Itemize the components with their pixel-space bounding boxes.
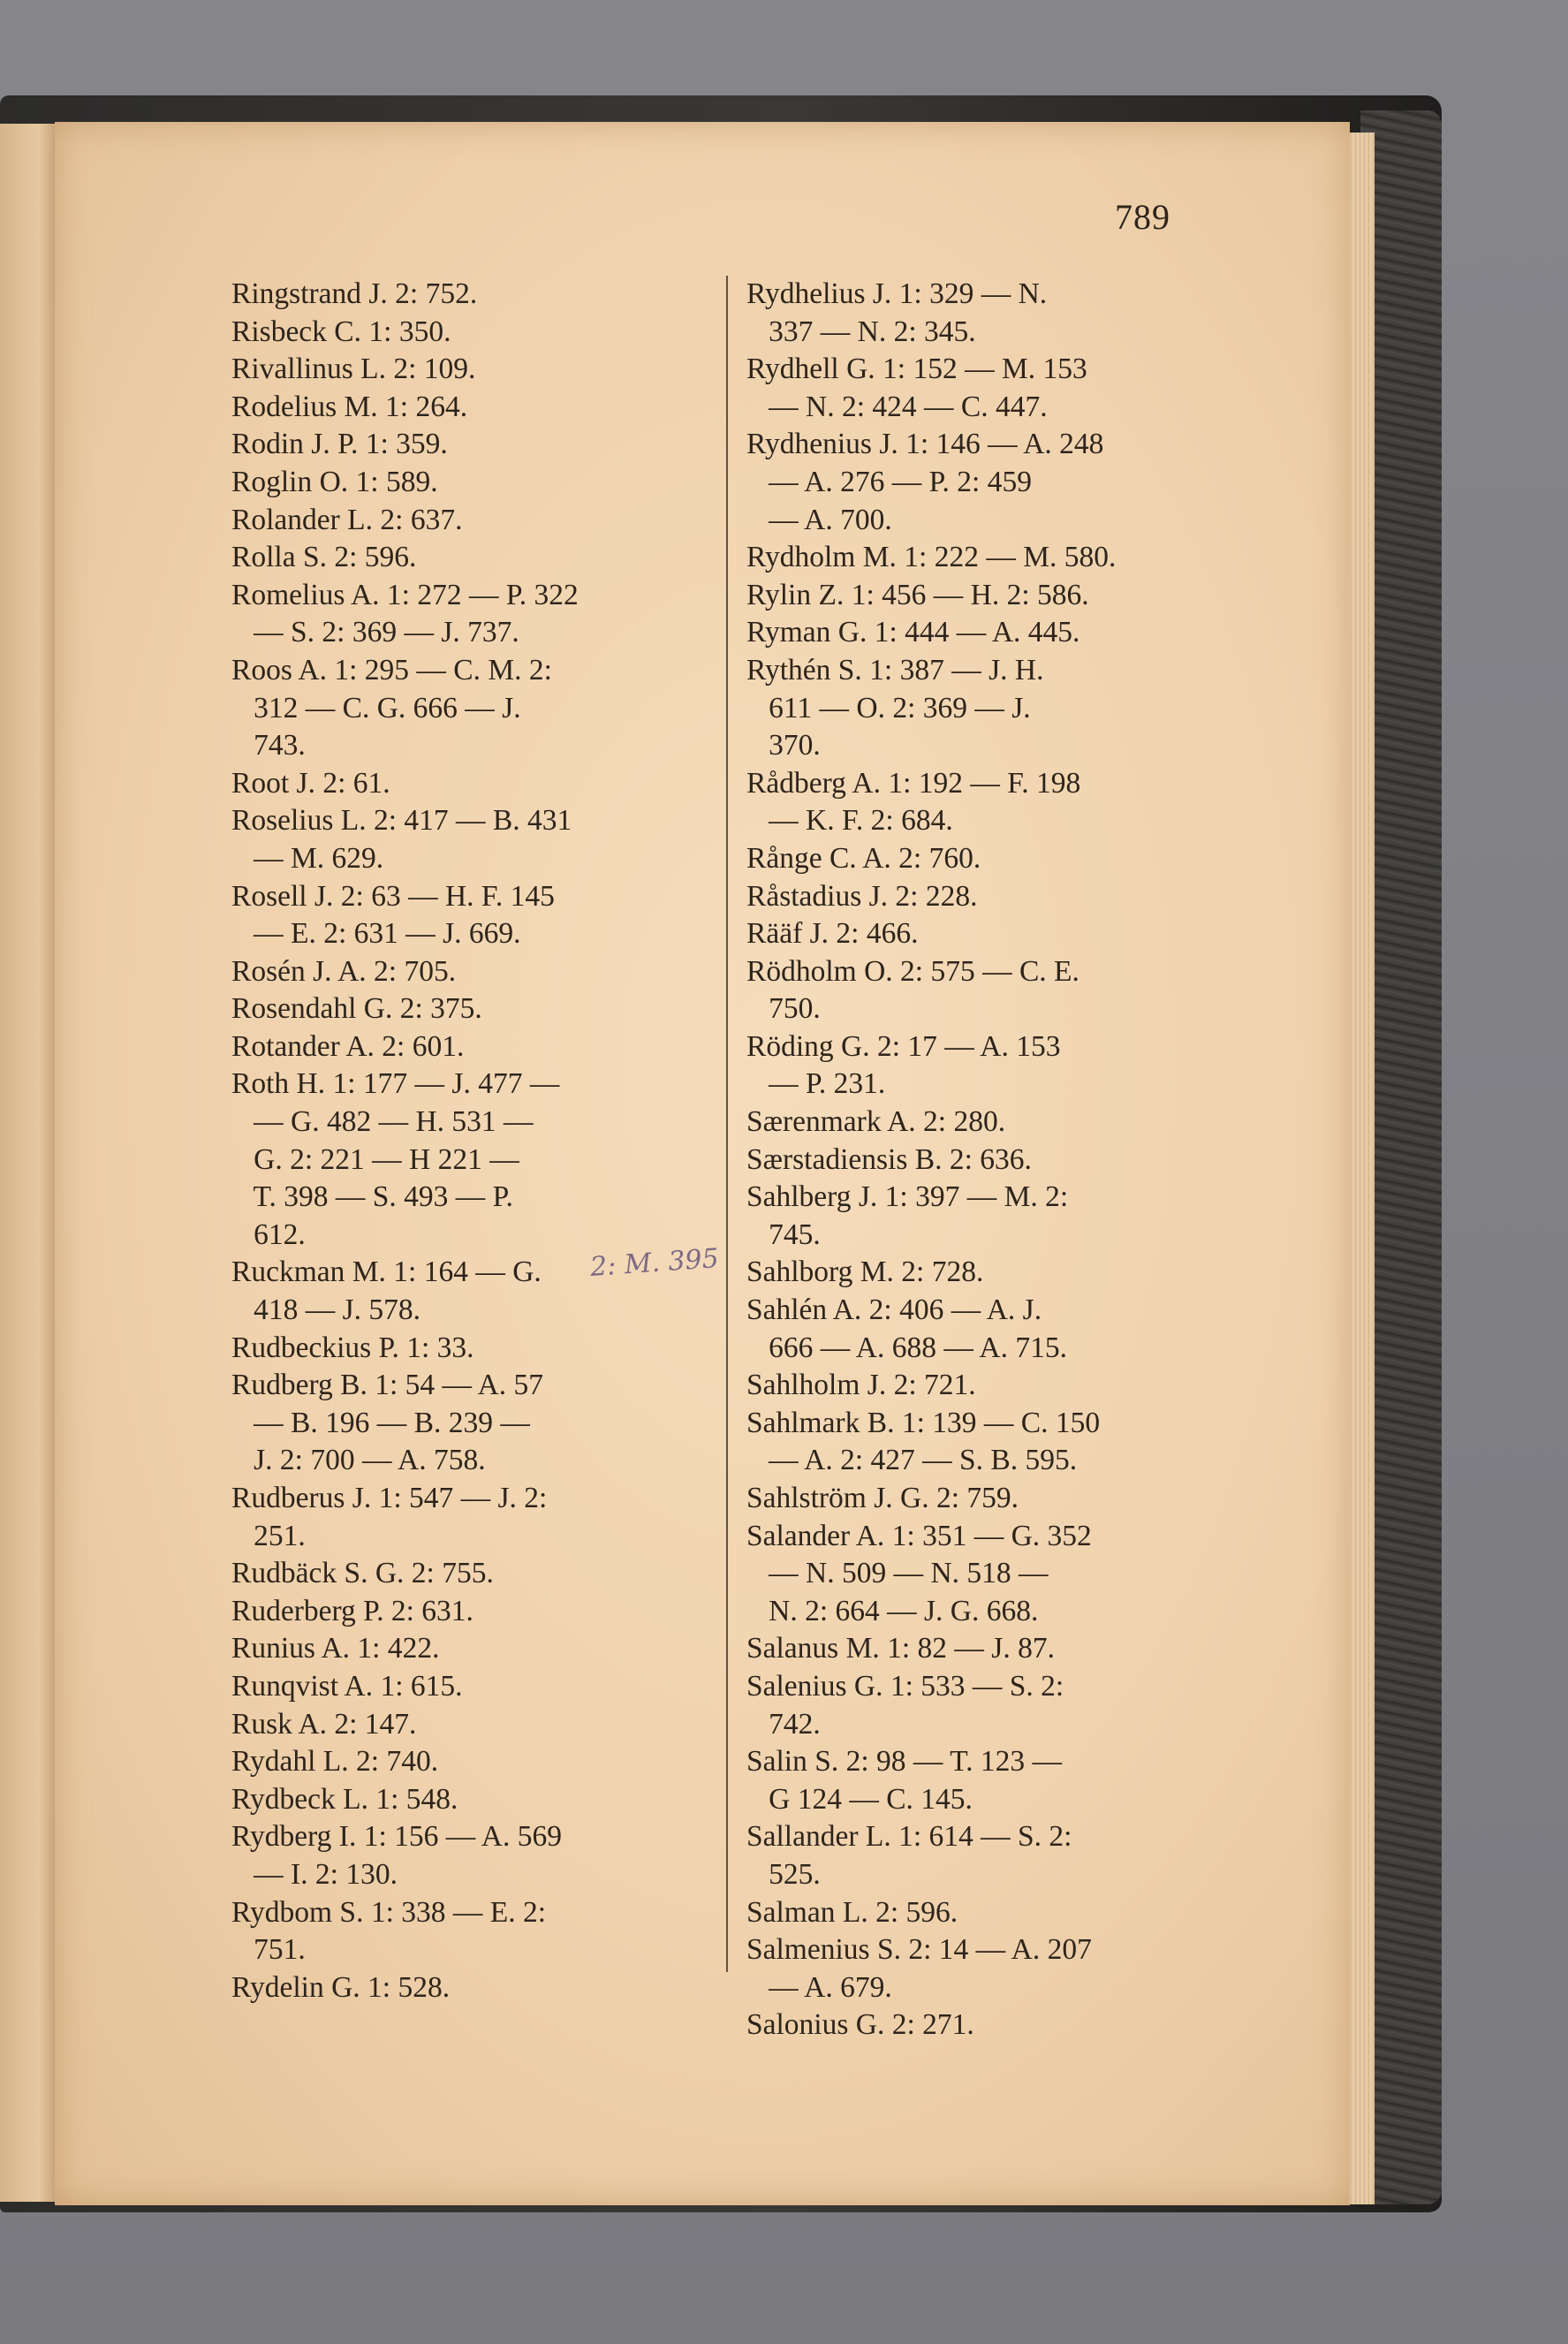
index-entry-line: 745. <box>746 1218 821 1251</box>
index-entry-line: Salanus M. 1: 82 — J. 87. <box>746 1632 1055 1665</box>
index-entry-line: Rääf J. 2: 466. <box>746 917 919 951</box>
index-entry-line: Risbeck C. 1: 350. <box>231 315 451 348</box>
index-entry-line: Salmenius S. 2: 14 — A. 207 <box>746 1933 1092 1967</box>
index-entry-line: Rolla S. 2: 596. <box>231 541 417 574</box>
index-entry-line: Sahlmark B. 1: 139 — C. 150 <box>746 1406 1101 1439</box>
index-entry-line: Salman L. 2: 596. <box>746 1895 958 1929</box>
index-entry-line: — A. 276 — P. 2: 459 <box>746 465 1032 498</box>
index-entry-line: — B. 196 — B. 239 — <box>231 1406 530 1439</box>
index-entry-line: Röding G. 2: 17 — A. 153 <box>746 1029 1061 1063</box>
index-entry-line: Root J. 2: 61. <box>231 766 390 800</box>
index-entry-line: Sahlholm J. 2: 721. <box>746 1369 976 1402</box>
index-entry-line: Rolander L. 2: 637. <box>231 503 463 536</box>
index-entry-line: G 124 — C. 145. <box>746 1782 973 1816</box>
index-entry-line: Rydbom S. 1: 338 — E. 2: <box>231 1895 547 1929</box>
index-entry-line: — A. 679. <box>746 1970 892 2004</box>
index-entry-line: Sahlborg M. 2: 728. <box>746 1255 984 1289</box>
index-entry-line: Rotander A. 2: 601. <box>231 1029 465 1063</box>
index-entry-line: Ringstrand J. 2: 752. <box>231 277 478 310</box>
index-entry-line: Rudberus J. 1: 547 — J. 2: <box>231 1482 548 1514</box>
index-entry-line: Sahlberg J. 1: 397 — M. 2: <box>746 1180 1069 1214</box>
index-entry-line: Salin S. 2: 98 — T. 123 — <box>746 1745 1063 1779</box>
index-entry-line: Rodin J. P. 1: 359. <box>231 428 448 461</box>
index-entry-line: — A. 2: 427 — S. B. 595. <box>746 1444 1078 1477</box>
index-entry-line: — M. 629. <box>231 841 384 875</box>
index-entry-line: Roselius L. 2: 417 — B. 431 <box>231 804 572 838</box>
index-entry-line: Rydhell G. 1: 152 — M. 153 <box>746 353 1087 386</box>
index-column-right <box>746 276 1250 2044</box>
index-entry-line: Råstadius J. 2: 228. <box>746 879 978 913</box>
index-entry-line: Rudberg B. 1: 54 — A. 57 <box>231 1369 544 1402</box>
index-entry-line: 370. <box>746 729 821 762</box>
index-entry-line: Runqvist A. 1: 615. <box>231 1669 463 1703</box>
index-entry-line: Sallander L. 1: 614 — S. 2: <box>746 1820 1072 1854</box>
index-entry-line: 666 — A. 688 — A. 715. <box>746 1331 1067 1364</box>
index-entry-line: 612. <box>231 1218 306 1251</box>
left-page-edge <box>0 124 57 2202</box>
index-entry-line: T. 398 — S. 493 — P. <box>231 1180 513 1214</box>
index-entry-line: — A. 700. <box>746 503 892 536</box>
index-entry-line: G. 2: 221 — H 221 — <box>231 1142 519 1176</box>
index-entry-line: Rydbeck L. 1: 548. <box>231 1782 458 1816</box>
index-entry-line: Rudbäck S. G. 2: 755. <box>231 1557 494 1590</box>
column-divider <box>726 276 728 1972</box>
index-entry-line: J. 2: 700 — A. 758. <box>231 1444 486 1477</box>
index-entry-line: Rodelius M. 1: 264. <box>231 390 468 423</box>
index-entry-line: Salander A. 1: 351 — G. 352 <box>746 1519 1092 1552</box>
index-entry-line: 525. <box>746 1857 821 1891</box>
index-entry-line: Salenius G. 1: 533 — S. 2: <box>746 1669 1064 1703</box>
index-entry-line: 743. <box>231 729 306 762</box>
index-entry-line: — G. 482 — H. 531 — <box>231 1105 534 1139</box>
page-number: 789 <box>1115 197 1170 237</box>
index-entry-line: — K. F. 2: 684. <box>746 804 953 838</box>
index-entry-line: Rydholm M. 1: 222 — M. 580. <box>746 541 1117 574</box>
index-entry-line: Rudbeckius P. 1: 33. <box>231 1331 474 1364</box>
index-entry-line: — S. 2: 369 — J. 737. <box>231 616 519 649</box>
index-entry-line: Rusk A. 2: 147. <box>231 1707 417 1741</box>
index-entry-line: Rydhenius J. 1: 146 — A. 248 <box>746 428 1104 461</box>
index-entry-line: Sahlén A. 2: 406 — A. J. <box>746 1293 1042 1327</box>
index-entry-line: Rosén J. A. 2: 705. <box>231 954 457 988</box>
index-entry-line: Rånge C. A. 2: 760. <box>746 841 981 875</box>
index-entry-line: Rivallinus L. 2: 109. <box>231 353 476 386</box>
index-entry-line: Salonius G. 2: 271. <box>746 2008 974 2042</box>
index-entry-line: Rosell J. 2: 63 — H. F. 145 <box>231 879 555 913</box>
index-entry-line: — N. 509 — N. 518 — <box>746 1557 1049 1590</box>
index-entry-line: 251. <box>231 1519 306 1552</box>
index-entry-line: — E. 2: 631 — J. 669. <box>231 917 521 951</box>
index-entry-line: Særstadiensis B. 2: 636. <box>746 1142 1032 1176</box>
index-entry-line: Rydelin G. 1: 528. <box>231 1970 451 2004</box>
index-entry-line: Rådberg A. 1: 192 — F. 198 <box>746 766 1081 800</box>
index-entry-line: — I. 2: 130. <box>231 1857 398 1891</box>
index-entry-line: Ruckman M. 1: 164 — G. <box>231 1255 542 1289</box>
index-entry-line: Roos A. 1: 295 — C. M. 2: <box>231 653 552 687</box>
index-entry-line: 611 — O. 2: 369 — J. <box>746 691 1031 724</box>
index-entry-line: Rosendahl G. 2: 375. <box>231 992 482 1026</box>
index-entry-line: Romelius A. 1: 272 — P. 322 <box>231 578 579 611</box>
index-entry-line: Runius A. 1: 422. <box>231 1632 440 1665</box>
index-entry-line: 751. <box>231 1933 306 1967</box>
index-entry-line: Rylin Z. 1: 456 — H. 2: 586. <box>746 578 1089 611</box>
index-entry-line: Roglin O. 1: 589. <box>231 465 438 498</box>
index-entry-line: Roth H. 1: 177 — J. 477 — <box>231 1067 560 1101</box>
handwritten-annotation: 2: M. 395 <box>588 1242 720 1284</box>
index-entry-line: Ryman G. 1: 444 — A. 445. <box>746 616 1080 649</box>
index-entry-line: — P. 231. <box>746 1067 886 1101</box>
index-entry-line: 337 — N. 2: 345. <box>746 315 976 348</box>
index-entry-line: 742. <box>746 1707 821 1741</box>
index-column-left <box>231 276 726 2006</box>
index-entry-line: Særenmark A. 2: 280. <box>746 1105 1006 1139</box>
index-entry-line: Sahlström J. G. 2: 759. <box>746 1482 1019 1514</box>
index-entry-line: Rydhelius J. 1: 329 — N. <box>746 277 1048 310</box>
index-entry-line: 312 — C. G. 666 — J. <box>231 691 521 724</box>
index-entry-line: — N. 2: 424 — C. 447. <box>746 390 1048 423</box>
index-entry-line: N. 2: 664 — J. G. 668. <box>746 1594 1039 1627</box>
index-entry-line: 418 — J. 578. <box>231 1293 421 1327</box>
index-entry-line: 750. <box>746 992 821 1026</box>
index-entry-line: Rydberg I. 1: 156 — A. 569 <box>231 1820 562 1854</box>
index-entry-line: Rödholm O. 2: 575 — C. E. <box>746 954 1079 988</box>
index-entry-line: Ruderberg P. 2: 631. <box>231 1594 473 1627</box>
index-entry-line: Rythén S. 1: 387 — J. H. <box>746 653 1044 687</box>
index-entry-line: Rydahl L. 2: 740. <box>231 1745 439 1779</box>
